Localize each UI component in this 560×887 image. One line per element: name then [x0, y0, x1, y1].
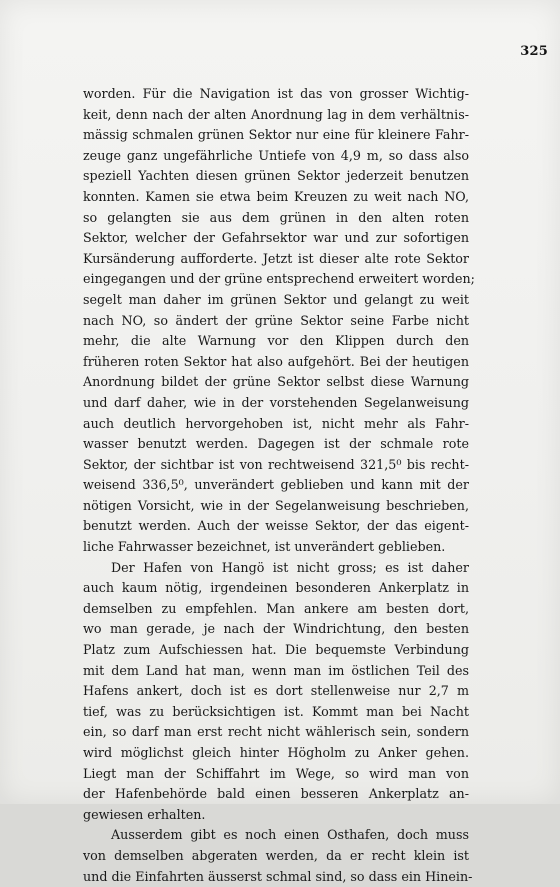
text-line: nach NO, so ändert der grüne Sektor seine Farbe nicht — [83, 312, 469, 328]
text-line: der Hafenbehörde bald einen besseren Ankerplatz an- — [83, 786, 469, 802]
text-line: weisend 336,5⁰, unverändert geblieben und kann mit der — [83, 477, 469, 493]
text-line: und die Einfahrten äusserst schmal sind, so dass ein Hinein- — [83, 868, 473, 884]
text-line: worden. Für die Navigation ist das von grosser Wichtig- — [83, 86, 469, 101]
text-line: tief, was zu berücksichtigen ist. Kommt man bei Nacht — [83, 703, 469, 719]
text-line: keit, denn nach der alten Anordnung lag in dem verhältnis- — [83, 106, 469, 122]
text-line: mehr, die alte Warnung vor den Klippen durch den — [83, 333, 469, 349]
text-line: Kursänderung aufforderte. Jetzt ist dieser alte rote Sektor — [83, 250, 469, 266]
text-line: mässig schmalen grünen Sektor nur eine für kleinere Fahr- — [83, 127, 469, 143]
page-number: 325 — [520, 44, 548, 59]
text-line: benutzt werden. Auch der weisse Sektor, der das eigent- — [83, 518, 469, 534]
text-line: wo man gerade, je nach der Windrichtung, den besten — [83, 621, 469, 637]
text-line: so gelangten sie aus dem grünen in den alten roten — [83, 209, 469, 225]
text-line: auch deutlich hervorgehoben ist, nicht mehr als Fahr- — [83, 415, 469, 431]
text-line: Der Hafen von Hangö ist nicht gross; es ist daher — [111, 559, 469, 575]
text-line: Sektor, welcher der Gefahrsektor war und zur sofortigen — [83, 230, 469, 246]
text-line: segelt man daher im grünen Sektor und gelangt zu weit — [83, 291, 469, 307]
text-line: Anordnung bildet der grüne Sektor selbst diese Warnung — [83, 374, 469, 390]
text-line: Liegt man der Schiffahrt im Wege, so wird man von — [83, 765, 469, 781]
body-text — [83, 84, 475, 887]
text-line: Sektor, der sichtbar ist von rechtweisend 321,5⁰ bis recht- — [83, 456, 469, 472]
text-line: und darf daher, wie in der vorstehenden Segelanweisung — [83, 394, 469, 410]
text-line: wasser benutzt werden. Dagegen ist der schmale rote — [83, 436, 469, 452]
text-line: Ausserdem gibt es noch einen Osthafen, doch muss — [111, 827, 469, 843]
text-line: früheren roten Sektor hat also aufgehört. Bei der heutigen — [83, 353, 469, 369]
text-line: demselben zu empfehlen. Man ankere am besten dort, — [83, 600, 469, 616]
text-line: zeuge ganz ungefährliche Untiefe von 4,9 m, so dass also — [83, 147, 469, 163]
text-line: nötigen Vorsicht, wie in der Segelanweisung beschrieben, — [83, 497, 469, 513]
text-line: Platz zum Aufschiessen hat. Die bequemste Verbindung — [83, 642, 469, 658]
text-line: Hafens ankert, doch ist es dort stellenweise nur 2,7 m — [83, 683, 469, 699]
text-line: speziell Yachten diesen grünen Sektor jederzeit benutzen — [83, 168, 469, 184]
text-line: von demselben abgeraten werden, da er recht klein ist — [83, 847, 469, 863]
text-line: gewiesen erhalten. — [83, 806, 206, 822]
text-line: konnten. Kamen sie etwa beim Kreuzen zu weit nach NO, — [83, 188, 469, 204]
text-line: auch kaum nötig, irgendeinen besonderen Ankerplatz in — [83, 580, 469, 596]
text-line: wird möglichst gleich hinter Högholm zu Anker gehen. — [83, 745, 469, 760]
text-line: ein, so darf man erst recht nicht wählerisch sein, sondern — [83, 724, 469, 740]
text-line: mit dem Land hat man, wenn man im östlichen Teil des — [83, 662, 469, 678]
text-line: liche Fahrwasser bezeichnet, ist unverändert geblieben. — [83, 539, 446, 555]
text-line: eingegangen und der grüne entsprechend erweitert worden; — [83, 271, 475, 287]
